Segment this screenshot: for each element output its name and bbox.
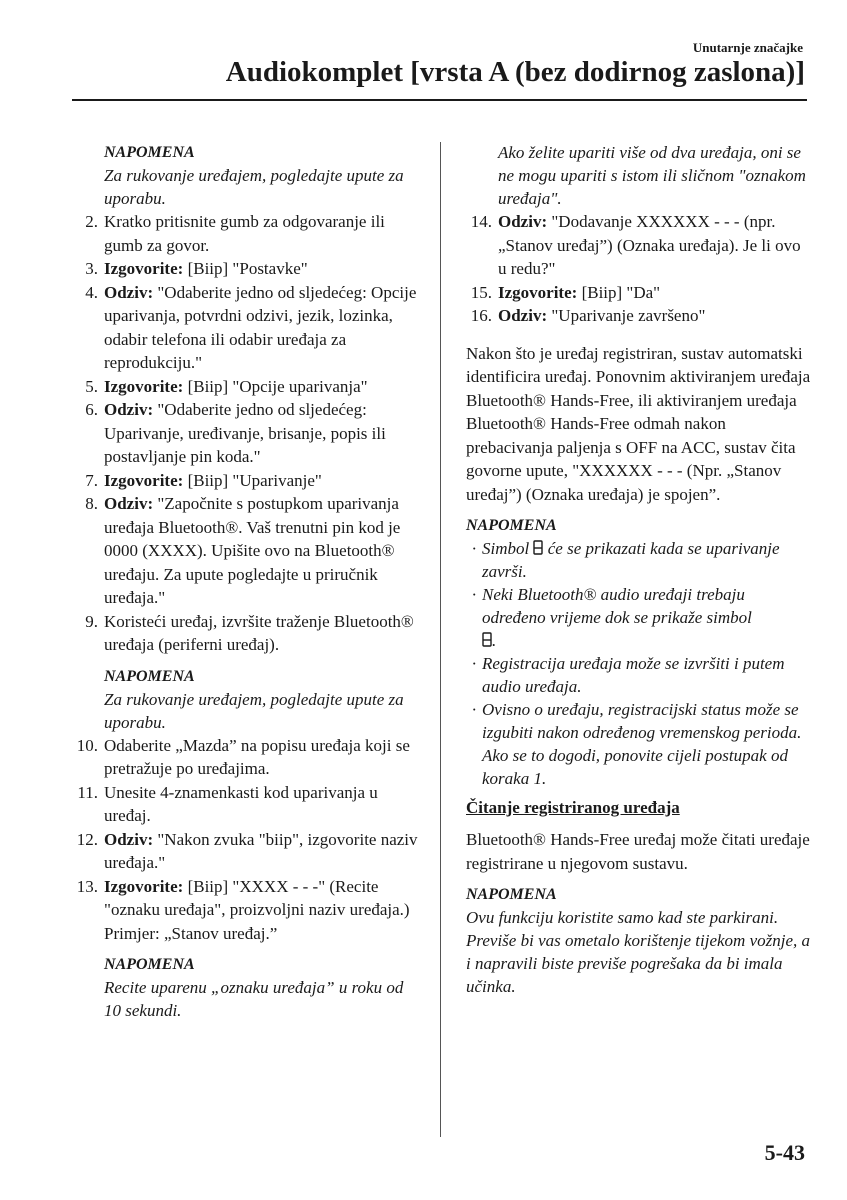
note-text: Za rukovanje uređajem, pogledajte upute za uporabu. bbox=[104, 166, 404, 208]
step-text: "Odaberite jedno od sljedećeg: Uparivanje, uređivanje, brisanje, popis ili postavljanje pin koda." bbox=[104, 400, 386, 466]
note-text: Ovu funkciju koristite samo kad ste parkirani. Previše bi vas ometalo korištenje tijekom vožnje, a i napravili biste previše pogrešaka da bi imala učinka. bbox=[466, 908, 811, 996]
step-keyword: Odziv: bbox=[498, 306, 548, 325]
list-item bbox=[66, 610, 418, 657]
step-text: "Dodavanje XXXXXX - - - (npr. „Stanov uređaj”) (Oznaka uređaja). Je li ovo u redu?" bbox=[498, 212, 801, 278]
bullet-mark: · bbox=[471, 654, 477, 673]
step-keyword: Izgovorite: bbox=[104, 470, 184, 490]
step-text: Odaberite „Mazda” na popisu uređaja koji se pretražuje po uređajima. bbox=[104, 735, 410, 778]
note-block-1 bbox=[72, 141, 418, 210]
section-label: Unutarnje značajke bbox=[692, 40, 803, 55]
bullet-mark: · bbox=[471, 700, 477, 719]
list-item bbox=[66, 375, 418, 399]
step-text: Koristeći uređaj, izvršite traženje Bluetooth® uređaja (periferni uređaj). bbox=[104, 611, 414, 654]
step-number: 13. bbox=[76, 876, 98, 896]
step-text: [Biip] "Postavke" bbox=[183, 259, 308, 278]
note-title: NAPOMENA bbox=[104, 956, 195, 973]
column-divider bbox=[440, 142, 441, 1137]
bullet-text: Neki Bluetooth® audio uređaji trebaju određeno vrijeme dok se prikaže simbol bbox=[482, 585, 752, 627]
note-title: NAPOMENA bbox=[466, 886, 557, 903]
list-item bbox=[66, 398, 418, 469]
note-bullet bbox=[466, 652, 811, 698]
step-number: 11. bbox=[77, 782, 98, 802]
step-text: [Biip] "XXXX - - -" (Recite "oznaku uređaja", proizvoljni naziv uređaja.) Primjer: „Stanov uređaj.” bbox=[104, 876, 410, 943]
step-text: "Započnite s postupkom uparivanja uređaja Bluetooth®. Vaš trenutni pin kod je 0000 (XXXX). Upišite ovo na Bluetooth® uređaju. Za upute pogledajte u priručnik uređaja." bbox=[104, 494, 401, 607]
step-text: [Biip] "Da" bbox=[577, 282, 661, 302]
steps-list-c bbox=[466, 210, 811, 328]
header-rule bbox=[72, 99, 807, 101]
step-number: 12. bbox=[76, 829, 98, 849]
bullet-text: Simbol bbox=[482, 539, 530, 558]
step-text: Kratko pritisnite gumb za odgovaranje ili gumb za govor. bbox=[104, 212, 385, 255]
reading-paragraph: Bluetooth® Hands-Free uređaj može čitati uređaje registrirane u njegovom sustavu. bbox=[466, 830, 810, 873]
bullet-text: Ovisno o uređaju, registracijski status može se izgubiti nakon određenog vremenskog perioda. Ako se to dogodi, ponovite cijeli postupak od koraka 1. bbox=[482, 700, 802, 788]
list-item bbox=[460, 304, 811, 328]
list-item bbox=[66, 492, 418, 610]
registration-paragraph: Nakon što je uređaj registriran, sustav automatski identificira uređaj. Ponovnim aktiviranjem uređaja Bluetooth® Hands-Free, ili aktiviranjem uređaja Bluetooth® Hands-Free odmah nakon prebacivanja paljenja s OFF na ACC, sustav čita govorne upute, "XXXXXX - - - (Npr. „Stanov uređaj”) (Oznaka uređaja) je spojen”. bbox=[466, 343, 811, 504]
list-item bbox=[66, 469, 418, 493]
step-number: 9. bbox=[85, 611, 98, 631]
step-number: 14. bbox=[470, 212, 492, 231]
phone-device-icon bbox=[533, 540, 543, 555]
step-keyword: Izgovorite: bbox=[498, 282, 578, 302]
step-keyword: Odziv: bbox=[104, 494, 154, 513]
step-number: 7. bbox=[85, 470, 98, 490]
note-text: Recite uparenu „oznaku uređaja” u roku od 10 sekundi. bbox=[104, 978, 404, 1020]
step-keyword: Izgovorite: bbox=[104, 376, 184, 396]
steps-list-a bbox=[72, 210, 418, 657]
step-keyword: Odziv: bbox=[104, 282, 154, 302]
list-item bbox=[460, 281, 811, 305]
step-text: Unesite 4-znamenkasti kod uparivanja u uređaj. bbox=[104, 782, 378, 825]
step-number: 10. bbox=[76, 735, 98, 755]
list-item bbox=[460, 210, 811, 281]
step-keyword: Odziv: bbox=[104, 829, 154, 849]
step-text: "Uparivanje završeno" bbox=[547, 306, 706, 325]
list-item bbox=[66, 875, 418, 946]
phone-device-icon bbox=[482, 632, 492, 647]
step-number: 15. bbox=[470, 282, 492, 302]
list-item bbox=[66, 734, 418, 781]
step-number: 8. bbox=[85, 494, 98, 513]
step-text: [Biip] "Opcije uparivanja" bbox=[183, 376, 368, 396]
note-bullet bbox=[466, 698, 811, 790]
note-bullet bbox=[466, 583, 811, 652]
step-number: 3. bbox=[85, 259, 98, 278]
list-item bbox=[66, 781, 418, 828]
note-title: NAPOMENA bbox=[104, 144, 195, 161]
step-text: "Odaberite jedno od sljedećeg: Opcije uparivanja, potvrdni odzivi, jezik, lozinka, odabir telefona ili odabir uređaja za reprodukciju." bbox=[104, 282, 417, 372]
right-column bbox=[466, 141, 811, 998]
note-bullet bbox=[466, 537, 811, 583]
list-item bbox=[66, 257, 418, 281]
step-number: 6. bbox=[85, 400, 98, 419]
note-text: Za rukovanje uređajem, pogledajte upute za uporabu. bbox=[104, 689, 404, 732]
subheading: Čitanje registriranog uređaja bbox=[466, 798, 680, 817]
bullet-mark: · bbox=[471, 585, 477, 604]
list-item bbox=[66, 828, 418, 875]
note-bullets bbox=[466, 537, 811, 790]
note-block-2 bbox=[72, 665, 418, 734]
continued-note: Ako želite upariti više od dva uređaja, oni se ne mogu upariti s istom ili sličnom "oznakom uređaja". bbox=[498, 143, 806, 208]
step-keyword: Izgovorite: bbox=[104, 876, 184, 896]
bullet-mark: · bbox=[471, 539, 477, 558]
step-number: 2. bbox=[85, 212, 98, 231]
left-column bbox=[72, 141, 418, 1022]
bullet-text: Registracija uređaja može se izvršiti i putem audio uređaja. bbox=[482, 654, 785, 696]
list-item bbox=[66, 281, 418, 375]
note-block-3 bbox=[72, 953, 418, 1022]
page-title: Audiokomplet [vrsta A (bez dodirnog zaslona)] bbox=[225, 56, 805, 88]
step-number: 16. bbox=[470, 306, 492, 325]
step-keyword: Odziv: bbox=[498, 212, 548, 231]
step-keyword: Odziv: bbox=[104, 400, 154, 419]
bullet-text: . bbox=[492, 631, 497, 650]
note-title: NAPOMENA bbox=[466, 517, 557, 534]
note-title: NAPOMENA bbox=[104, 667, 195, 685]
step-number: 4. bbox=[85, 282, 98, 302]
page-number: 5-43 bbox=[764, 1140, 805, 1165]
list-item bbox=[66, 210, 418, 257]
step-text: [Biip] "Uparivanje" bbox=[183, 470, 322, 490]
step-keyword: Izgovorite: bbox=[104, 259, 184, 278]
step-text: "Nakon zvuka "biip", izgovorite naziv uređaja." bbox=[104, 829, 418, 872]
bullet-text: će se prikazati kada se uparivanje završi. bbox=[482, 539, 780, 581]
step-number: 5. bbox=[85, 376, 98, 396]
steps-list-b bbox=[72, 734, 418, 946]
